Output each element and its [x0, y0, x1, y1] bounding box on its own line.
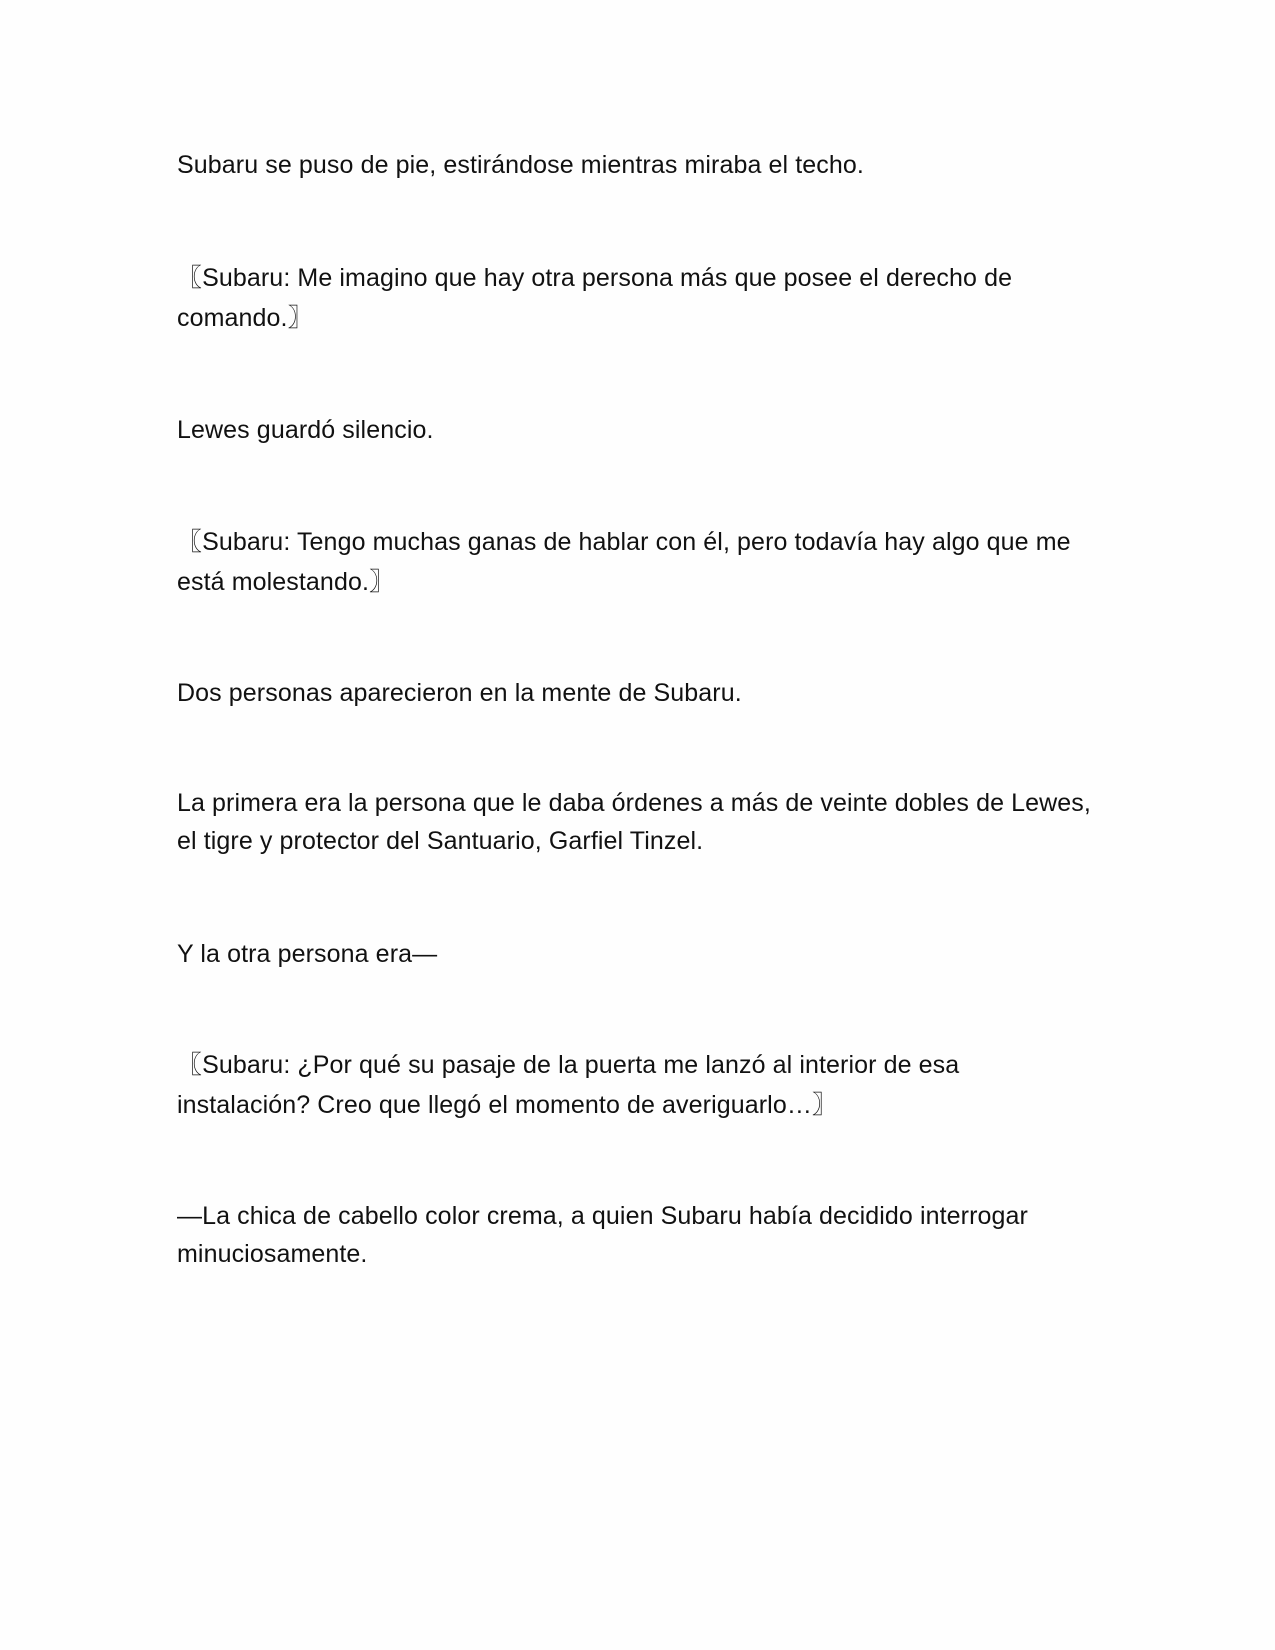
paragraph-narration-cream-hair-girl: —La chica de cabello color crema, a quien Subaru había decidido interrogar minuciosamente.	[177, 1202, 1028, 1268]
paragraph-narration-first-person: La primera era la persona que le daba órdenes a más de veinte dobles de Lewes, el tigre y protector del Santuario, Garfiel Tinzel.	[177, 789, 1091, 855]
paragraph-dialogue-command-right: 〖Subaru: Me imagino que hay otra persona más que posee el derecho de comando.〗	[177, 264, 1013, 332]
paragraph-narration-other-person: Y la otra persona era—	[177, 940, 438, 968]
paragraph-narration-stand-up: Subaru se puso de pie, estirándose mientras miraba el techo.	[177, 151, 864, 179]
paragraph-narration-two-people: Dos personas aparecieron en la mente de Subaru.	[177, 679, 742, 707]
paragraph-dialogue-bothering: 〖Subaru: Tengo muchas ganas de hablar con él, pero todavía hay algo que me está molestando.〗	[177, 528, 1071, 596]
paragraph-narration-silence: Lewes guardó silencio.	[177, 416, 434, 444]
paragraph-dialogue-door-passage: 〖Subaru: ¿Por qué su pasaje de la puerta me lanzó al interior de esa instalación? Creo que llegó el momento de averiguarlo…〗	[177, 1051, 960, 1119]
